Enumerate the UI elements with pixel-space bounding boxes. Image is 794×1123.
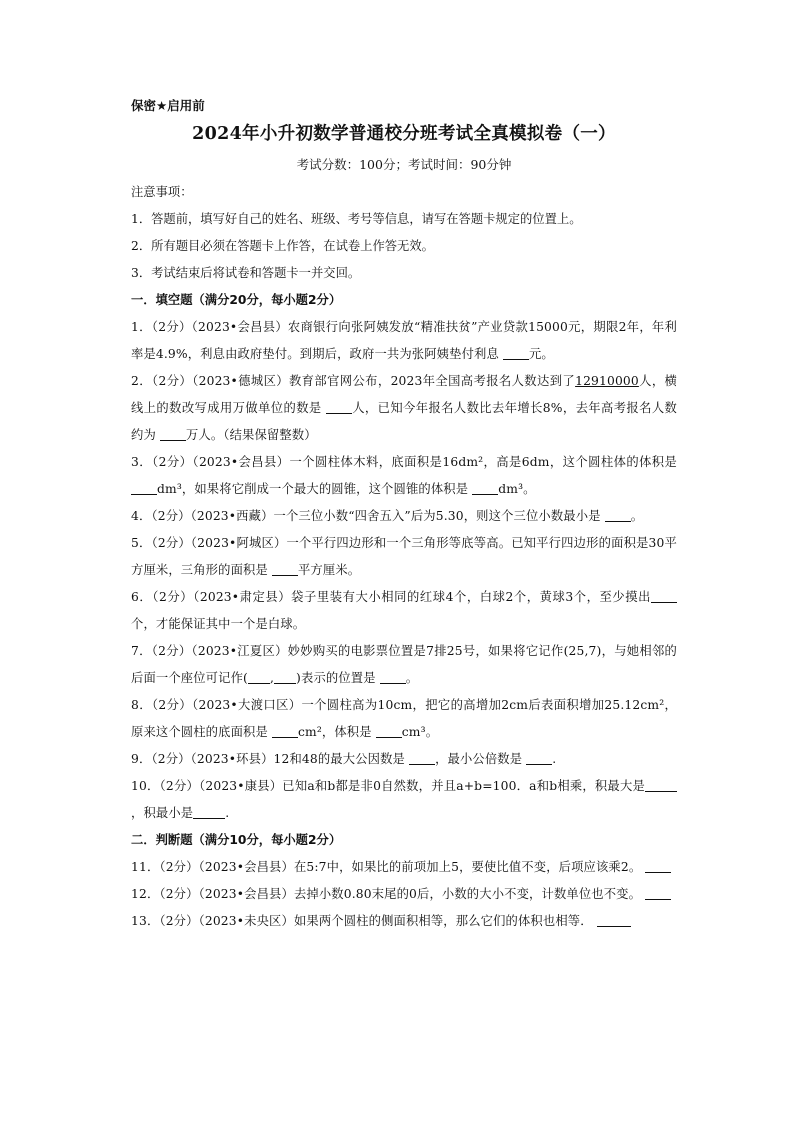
notice-heading: 注意事项： <box>131 185 193 199</box>
question-10: 10．（2分）（2023•康县）已知a和b都是非0自然数，并且a+b=100．a和b相乘，积最大是，积最小是 . <box>131 773 677 827</box>
answer-blank[interactable] <box>160 428 186 441</box>
question-2: 2．（2分）（2023•德城区）教育部官网公布，2023年全国高考报名人数达到了12910000人，横线上的数改写成用万做单位的数是 人，已知今年报名人数比去年增长8%，去年高考报名人数约为 万人。（结果保留整数） <box>131 374 677 442</box>
answer-blank[interactable] <box>526 752 552 765</box>
answer-blank[interactable] <box>597 914 631 927</box>
answer-blank[interactable] <box>326 401 352 414</box>
notice-item: 3．考试结束后将试卷和答题卡一并交回。 <box>131 266 361 280</box>
answer-blank[interactable] <box>605 509 631 522</box>
answer-blank[interactable] <box>272 563 298 576</box>
answer-blank[interactable] <box>272 725 298 738</box>
question-3: 3．（2分）（2023•会昌县）一个圆柱体木料，底面积是16dm²，高是6dm，这个圆柱体的体积是 dm³，如果将它削成一个最大的圆锥，这个圆锥的体积是 dm³。 <box>131 455 677 496</box>
question-4: 4．（2分）（2023•西藏）一个三位小数“四舍五入”后为5.30，则这个三位小数最小是 。 <box>131 509 644 523</box>
question-5: 5．（2分）（2023•阿城区）一个平行四边形和一个三角形等底等高。已知平行四边形的面积是30平方厘米，三角形的面积是 平方厘米。 <box>131 536 677 577</box>
answer-blank[interactable] <box>248 671 270 684</box>
answer-blank[interactable] <box>376 725 402 738</box>
exam-info: 考试分数：100分；考试时间：90分钟 <box>296 157 512 172</box>
exam-content <box>131 95 677 935</box>
section-heading-true-false: 二．判断题（满分10分，每小题2分） <box>131 833 342 847</box>
answer-blank[interactable] <box>380 671 406 684</box>
question-6: 6．（2分）（2023•肃定县）袋子里装有大小相同的红球4个，白球2个，黄球3个，至少摸出个，才能保证其中一个是白球。 <box>131 584 677 638</box>
answer-blank[interactable] <box>645 860 671 873</box>
answer-blank[interactable] <box>472 482 498 495</box>
question-9: 9．（2分）（2023•环县）12和48的最大公因数是 ，最小公倍数是 . <box>131 752 557 766</box>
answer-blank[interactable] <box>645 779 677 792</box>
answer-blank[interactable] <box>131 482 157 495</box>
answer-blank[interactable] <box>645 887 671 900</box>
confidential-label: 保密★启用前 <box>131 98 205 113</box>
exam-title: 2024年小升初数学普通校分班考试全真模拟卷（一） <box>192 124 616 144</box>
question-8: 8．（2分）（2023•大渡口区）一个圆柱高为10cm，把它的高增加2cm后表面积增加25.12cm²，原来这个圆柱的底面积是 cm²，体积是 cm³。 <box>131 698 677 739</box>
answer-blank[interactable] <box>409 752 435 765</box>
question-1: 1．（2分）（2023•会昌县）农商银行向张阿姨发放“精准扶贫”产业贷款15000元，期限2年，年利率是4.9%，利息由政府垫付。到期后，政府一共为张阿姨垫付利息 元。 <box>131 320 677 361</box>
answer-blank[interactable] <box>651 590 677 603</box>
question-7: 7．（2分）（2023•江夏区）妙妙购买的电影票位置是7排25号，如果将它记作(25,7)，与她相邻的后面一个座位可记作( , )表示的位置是 。 <box>131 644 677 685</box>
question-13: 13．（2分）（2023•未央区）如果两个圆柱的侧面积相等，那么它们的体积也相等． <box>131 908 677 935</box>
answer-blank[interactable] <box>503 347 529 360</box>
answer-blank[interactable] <box>274 671 296 684</box>
notice-item: 1．答题前，填写好自己的姓名、班级、考号等信息，请写在答题卡规定的位置上。 <box>131 212 582 226</box>
answer-blank[interactable] <box>193 806 225 819</box>
question-12: 12．（2分）（2023•会昌县）去掉小数0.80末尾的0后，小数的大小不变，计数单位也不变。 <box>131 881 677 908</box>
underlined-number: 12910000 <box>575 374 639 388</box>
question-11: 11．（2分）（2023•会昌县）在5:7中，如果比的前项加上5，要使比值不变，后项应该乘2。 <box>131 854 677 881</box>
section-heading-fill-blank: 一．填空题（满分20分，每小题2分） <box>131 293 342 307</box>
notice-item: 2．所有题目必须在答题卡上作答，在试卷上作答无效。 <box>131 239 434 253</box>
